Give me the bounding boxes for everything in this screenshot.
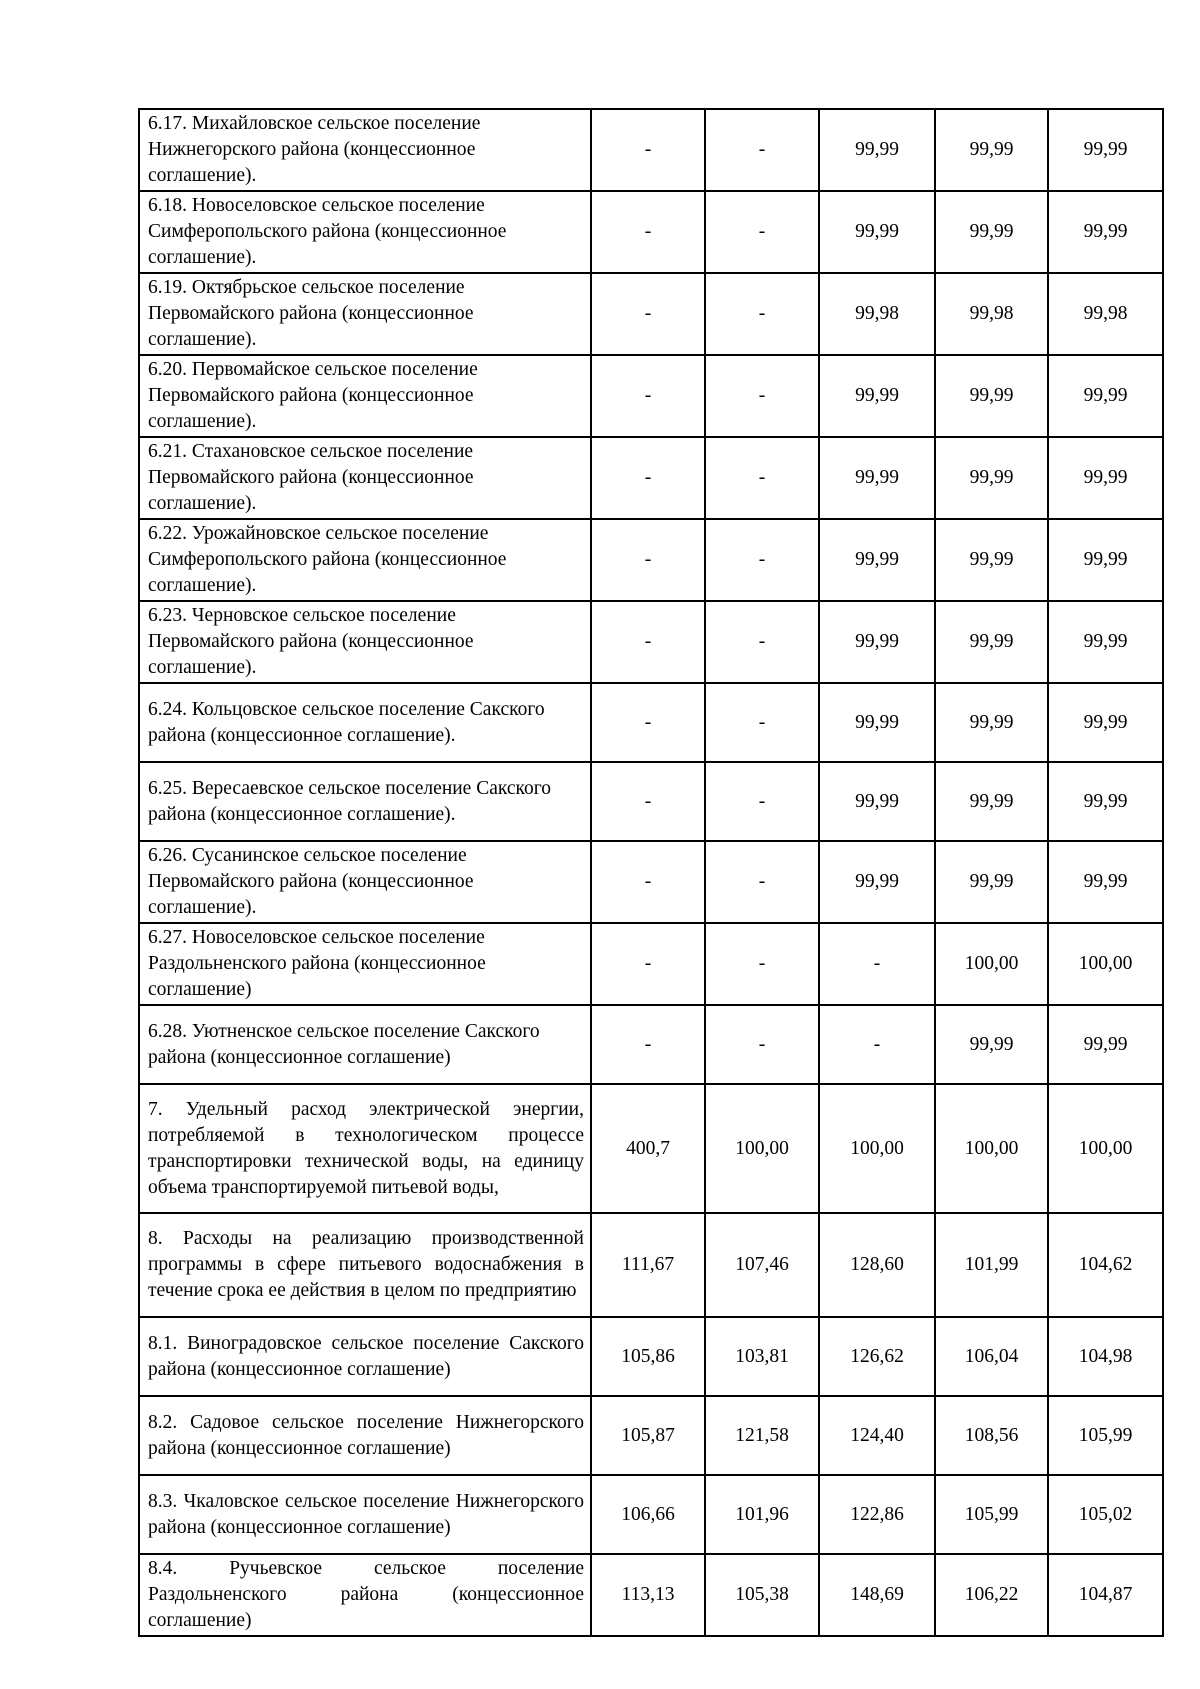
value-cell: -: [705, 601, 819, 683]
table-row: [139, 1213, 1163, 1317]
value-cell: 99,99: [935, 601, 1048, 683]
value-cell: 99,99: [1048, 437, 1163, 519]
value-cell: 99,99: [819, 762, 935, 841]
row-label: 6.21. Стахановское сельское поселение Первомайского района (концессионное соглашение).: [139, 437, 591, 519]
value-cell: 100,00: [819, 1084, 935, 1213]
value-cell: -: [705, 355, 819, 437]
value-cell: -: [705, 1005, 819, 1084]
value-cell: -: [591, 601, 705, 683]
value-cell: -: [705, 519, 819, 601]
value-cell: -: [591, 437, 705, 519]
row-label: 6.28. Уютненское сельское поселение Сакского района (концессионное соглашение): [139, 1005, 591, 1084]
table-row: [139, 1005, 1163, 1084]
value-cell: -: [705, 762, 819, 841]
table-row: [139, 1317, 1163, 1396]
value-cell: 105,02: [1048, 1475, 1163, 1554]
table-row: [139, 1554, 1163, 1636]
table-row: [139, 519, 1163, 601]
value-cell: -: [591, 355, 705, 437]
value-cell: 100,00: [1048, 1084, 1163, 1213]
value-cell: 99,99: [1048, 762, 1163, 841]
value-cell: -: [705, 437, 819, 519]
value-cell: -: [705, 841, 819, 923]
value-cell: -: [591, 191, 705, 273]
value-cell: 99,99: [1048, 683, 1163, 762]
value-cell: 99,99: [935, 437, 1048, 519]
value-cell: -: [591, 841, 705, 923]
value-cell: 124,40: [819, 1396, 935, 1475]
row-label: 6.20. Первомайское сельское поселение Первомайского района (концессионное соглашение).: [139, 355, 591, 437]
value-cell: 99,99: [1048, 841, 1163, 923]
value-cell: 99,99: [819, 601, 935, 683]
value-cell: -: [705, 109, 819, 191]
value-cell: 122,86: [819, 1475, 935, 1554]
row-label: 8.3. Чкаловское сельское поселение Нижнегорского района (концессионное соглашение): [139, 1475, 591, 1554]
value-cell: -: [591, 1005, 705, 1084]
value-cell: 99,99: [1048, 191, 1163, 273]
value-cell: 105,99: [935, 1475, 1048, 1554]
value-cell: -: [591, 109, 705, 191]
value-cell: -: [591, 762, 705, 841]
row-label: 6.23. Черновское сельское поселение Первомайского района (концессионное соглашение).: [139, 601, 591, 683]
value-cell: 106,04: [935, 1317, 1048, 1396]
row-label: 8.1. Виноградовское сельское поселение Сакского района (концессионное соглашение): [139, 1317, 591, 1396]
value-cell: 99,99: [935, 1005, 1048, 1084]
value-cell: 99,98: [935, 273, 1048, 355]
value-cell: 100,00: [935, 923, 1048, 1005]
value-cell: 99,99: [935, 841, 1048, 923]
value-cell: 99,99: [1048, 109, 1163, 191]
value-cell: 99,99: [819, 841, 935, 923]
value-cell: -: [705, 683, 819, 762]
value-cell: 99,99: [1048, 1005, 1163, 1084]
table-row: [139, 355, 1163, 437]
indicators-table: [138, 108, 1164, 1637]
value-cell: 103,81: [705, 1317, 819, 1396]
value-cell: -: [705, 923, 819, 1005]
table-row: [139, 683, 1163, 762]
value-cell: 128,60: [819, 1213, 935, 1317]
value-cell: 104,62: [1048, 1213, 1163, 1317]
table-row: [139, 1475, 1163, 1554]
value-cell: 99,99: [819, 519, 935, 601]
table-row: [139, 273, 1163, 355]
table-row: [139, 1396, 1163, 1475]
value-cell: 126,62: [819, 1317, 935, 1396]
value-cell: -: [819, 1005, 935, 1084]
row-label: 6.22. Урожайновское сельское поселение Симферопольского района (концессионное соглашение).: [139, 519, 591, 601]
value-cell: 100,00: [1048, 923, 1163, 1005]
row-label: 7. Удельный расход электрической энергии, потребляемой в технологическом процессе транспортировки технической воды, на единицу объема транспортируемой питьевой воды,: [139, 1084, 591, 1213]
value-cell: 106,22: [935, 1554, 1048, 1636]
value-cell: -: [819, 923, 935, 1005]
table-row: [139, 1084, 1163, 1213]
row-label: 6.18. Новоселовское сельское поселение Симферопольского района (концессионное соглашение).: [139, 191, 591, 273]
row-label: 6.25. Вересаевское сельское поселение Сакского района (концессионное соглашение).: [139, 762, 591, 841]
value-cell: 99,99: [935, 355, 1048, 437]
value-cell: 111,67: [591, 1213, 705, 1317]
value-cell: -: [591, 519, 705, 601]
value-cell: 99,99: [819, 683, 935, 762]
value-cell: 99,99: [1048, 355, 1163, 437]
row-label: 8. Расходы на реализацию производственной программы в сфере питьевого водоснабжения в течение срока ее действия в целом по предприятию: [139, 1213, 591, 1317]
value-cell: 99,99: [935, 762, 1048, 841]
value-cell: 121,58: [705, 1396, 819, 1475]
value-cell: 99,99: [819, 109, 935, 191]
table-row: [139, 923, 1163, 1005]
table-row: [139, 191, 1163, 273]
row-label: 6.27. Новоселовское сельское поселение Раздольненского района (концессионное соглашение): [139, 923, 591, 1005]
row-label: 6.19. Октябрьское сельское поселение Первомайского района (концессионное соглашение).: [139, 273, 591, 355]
row-label: 8.4. Ручьевское сельское поселение Раздольненского района (концессионное соглашение): [139, 1554, 591, 1636]
value-cell: 105,99: [1048, 1396, 1163, 1475]
value-cell: 99,99: [935, 519, 1048, 601]
row-label: 8.2. Садовое сельское поселение Нижнегорского района (концессионное соглашение): [139, 1396, 591, 1475]
value-cell: 105,86: [591, 1317, 705, 1396]
value-cell: 113,13: [591, 1554, 705, 1636]
value-cell: 99,99: [935, 683, 1048, 762]
row-label: 6.17. Михайловское сельское поселение Нижнегорского района (концессионное соглашение).: [139, 109, 591, 191]
table-row: [139, 437, 1163, 519]
table-row: [139, 841, 1163, 923]
table-row: [139, 762, 1163, 841]
value-cell: -: [591, 683, 705, 762]
value-cell: -: [591, 273, 705, 355]
value-cell: 101,96: [705, 1475, 819, 1554]
value-cell: 148,69: [819, 1554, 935, 1636]
value-cell: 99,99: [1048, 601, 1163, 683]
value-cell: 99,99: [819, 355, 935, 437]
row-label: 6.26. Сусанинское сельское поселение Первомайского района (концессионное соглашение).: [139, 841, 591, 923]
value-cell: 104,87: [1048, 1554, 1163, 1636]
value-cell: 105,38: [705, 1554, 819, 1636]
value-cell: 99,99: [935, 191, 1048, 273]
value-cell: -: [705, 273, 819, 355]
value-cell: 99,98: [1048, 273, 1163, 355]
value-cell: 100,00: [705, 1084, 819, 1213]
value-cell: 99,99: [819, 437, 935, 519]
value-cell: 108,56: [935, 1396, 1048, 1475]
value-cell: 105,87: [591, 1396, 705, 1475]
value-cell: -: [591, 923, 705, 1005]
table-body: [139, 109, 1163, 1636]
value-cell: 400,7: [591, 1084, 705, 1213]
row-label: 6.24. Кольцовское сельское поселение Сакского района (концессионное соглашение).: [139, 683, 591, 762]
value-cell: 99,99: [819, 191, 935, 273]
value-cell: 99,99: [935, 109, 1048, 191]
value-cell: 99,98: [819, 273, 935, 355]
value-cell: 107,46: [705, 1213, 819, 1317]
value-cell: 106,66: [591, 1475, 705, 1554]
value-cell: 101,99: [935, 1213, 1048, 1317]
value-cell: 100,00: [935, 1084, 1048, 1213]
table-row: [139, 109, 1163, 191]
value-cell: -: [705, 191, 819, 273]
table-row: [139, 601, 1163, 683]
value-cell: 104,98: [1048, 1317, 1163, 1396]
value-cell: 99,99: [1048, 519, 1163, 601]
